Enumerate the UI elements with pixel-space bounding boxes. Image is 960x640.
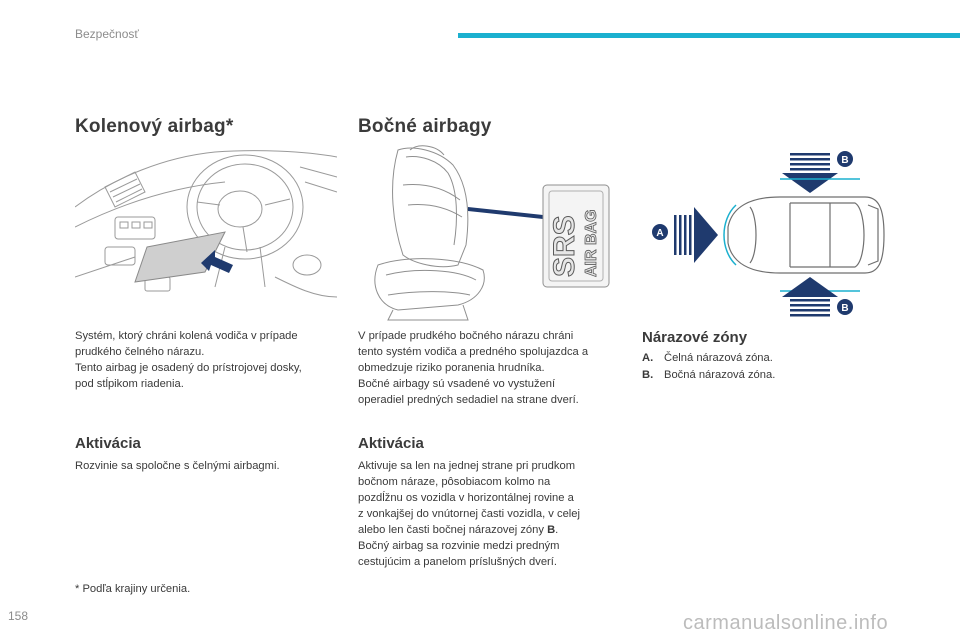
side-activation-text — [358, 458, 628, 570]
seat-illustration — [358, 145, 613, 325]
zone-a-text: Čelná nárazová zóna. — [664, 352, 773, 364]
car-top-view — [728, 197, 884, 273]
page-number: 158 — [8, 609, 29, 623]
zone-b-ref: B — [547, 524, 556, 536]
side-airbags-title: Bočné airbagy — [358, 116, 492, 137]
side-activation-line — [358, 522, 628, 538]
zone-a-letter: A — [656, 228, 664, 239]
side-text-line: V prípade prudkého bočného nárazu chráni — [358, 330, 574, 342]
side-airbags-description — [358, 328, 628, 408]
knee-text-line: Systém, ktorý chráni kolená vodiča v prípade — [75, 330, 298, 342]
side-activation-line: Bočný airbag sa rozvinie medzi predným — [358, 540, 560, 552]
side-activation-line: Aktivuje sa len na jednej strane pri prudkom — [358, 460, 576, 472]
airbag-label: AIR BAG — [583, 209, 600, 277]
watermark: carmanualsonline.info — [683, 612, 889, 634]
zone-b-text: Bočná nárazová zóna. — [664, 369, 776, 381]
zone-a-arrow — [674, 207, 718, 263]
knee-activation-text: Rozvinie sa spoločne s čelnými airbagmi. — [75, 460, 280, 472]
knee-text-line: Tento airbag je osadený do prístrojovej dosky, — [75, 362, 302, 374]
knee-airbag-illustration — [75, 147, 337, 322]
srs-label: SRS — [548, 215, 581, 277]
side-activation-line: pozdĺžnu os vozidla v horizontálnej rovine a — [358, 492, 574, 504]
footnote: * Podľa krajiny určenia. — [75, 583, 191, 595]
side-activation-line-end: . — [555, 524, 559, 536]
side-activation-line: bočnom náraze, pôsobiacom kolmo na — [358, 476, 551, 488]
side-activation-title: Aktivácia — [358, 435, 424, 452]
side-activation-line: z vonkajšej do vnútornej časti vozidla, v celej — [358, 508, 580, 520]
impact-zones-diagram — [640, 145, 890, 325]
header-accent-bar — [458, 33, 960, 38]
impact-zones-list — [642, 350, 775, 384]
zone-a-row — [642, 350, 775, 367]
impact-zones-title: Nárazové zóny — [642, 329, 748, 346]
knee-text-line: pod stĺpikom riadenia. — [75, 378, 184, 390]
zone-a-key: A. — [642, 352, 654, 364]
knee-airbag-description — [75, 328, 345, 392]
side-activation-line-text: alebo len časti bočnej nárazovej zóny — [358, 524, 548, 536]
side-text-line: tento systém vodiča a predného spolujazdca a — [358, 346, 589, 358]
side-text-line: Bočné airbagy sú vsadené vo vystužení — [358, 378, 556, 390]
zone-b-row — [642, 367, 775, 384]
knee-airbag-title: Kolenový airbag* — [75, 116, 234, 137]
zone-b-key: B. — [642, 369, 654, 381]
knee-activation-title: Aktivácia — [75, 435, 141, 452]
zone-b-bottom-arrow — [782, 277, 838, 317]
knee-text-line: prudkého čelného nárazu. — [75, 346, 205, 358]
side-text-line: operadiel predných sedadiel na strane dverí. — [358, 394, 579, 406]
side-activation-line: cestujúcim a panelom príslušných dverí. — [358, 556, 557, 568]
zone-b-bottom-letter: B — [841, 303, 849, 314]
section-title: Bezpečnosť — [75, 27, 139, 41]
zone-b-top-arrow — [782, 153, 838, 193]
zone-b-top-letter: B — [841, 155, 849, 166]
side-text-line: obmedzuje riziko poranenia hrudníka. — [358, 362, 545, 374]
